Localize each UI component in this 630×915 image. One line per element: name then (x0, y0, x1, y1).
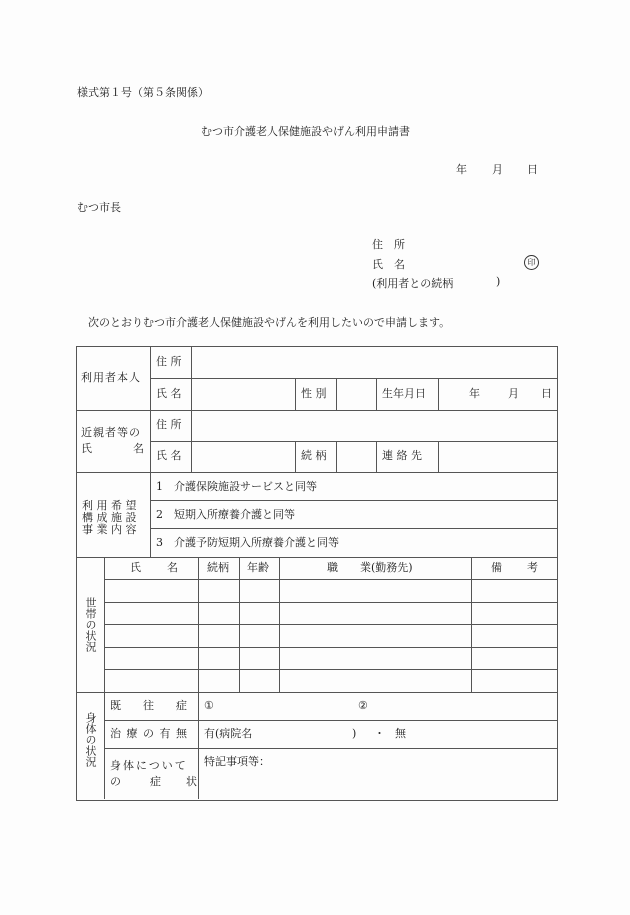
relative-name-label: 氏 名 (156, 449, 182, 462)
divider (104, 624, 557, 625)
services-label-line3: 事 業 内 容 (82, 523, 137, 536)
birth-day-label: 日 (541, 387, 552, 400)
divider (104, 602, 557, 603)
user-gender-label: 性 別 (301, 387, 327, 400)
applicant-address-label: 住 所 (372, 238, 405, 251)
household-header-name-a: 氏 (130, 561, 141, 574)
divider (104, 720, 557, 721)
divider (471, 557, 472, 692)
household-header-age: 年齢 (247, 561, 269, 574)
form-number: 様式第１号（第５条関係） (77, 86, 209, 99)
document-title: むつ市介護老人保健施設やげん利用申請書 (201, 125, 410, 138)
household-header-remarks-a: 備 (491, 561, 502, 574)
divider (279, 557, 280, 692)
user-gender-input[interactable] (337, 379, 376, 410)
divider (150, 346, 151, 557)
divider (150, 500, 557, 501)
divider (376, 378, 377, 410)
history-item-2[interactable]: ② (358, 699, 368, 712)
date-day-label: 日 (527, 163, 538, 176)
treatment-close-paren: ) (352, 727, 357, 740)
relative-label-line1: 近親者等の (81, 426, 141, 439)
divider (104, 669, 557, 670)
household-header-relation: 続柄 (207, 561, 229, 574)
divider (76, 472, 557, 473)
user-address-input[interactable] (192, 347, 556, 378)
divider (150, 528, 557, 529)
seal-icon: 印 (524, 255, 539, 270)
applicant-name-label: 氏 名 (372, 258, 405, 271)
birth-month-label: 月 (508, 387, 519, 400)
services-label-line2: 構 成 施 設 (82, 511, 137, 524)
household-header-occupation: 職 業(勤務先) (327, 561, 413, 574)
divider (76, 557, 557, 558)
household-section-label: 世帯の状況 (84, 597, 97, 652)
user-birthdate-label: 生年月日 (382, 387, 426, 400)
user-section-label: 利用者本人 (81, 371, 141, 384)
household-header-name-b: 名 (167, 561, 178, 574)
symptoms-label-line2c: 状 (186, 775, 197, 788)
relative-relation-input[interactable] (337, 442, 376, 472)
date-month-label: 月 (492, 163, 503, 176)
service-option-3[interactable]: 3 介護予防短期入所療養介護と同等 (156, 536, 339, 549)
relative-address-input[interactable] (192, 411, 556, 441)
service-option-1[interactable]: 1 介護保険施設サービスと同等 (156, 480, 317, 493)
user-name-input[interactable] (192, 379, 295, 410)
divider (295, 441, 296, 472)
divider (104, 647, 557, 648)
history-item-1[interactable]: ① (204, 699, 214, 712)
relative-contact-label: 連 絡 先 (382, 449, 422, 462)
special-notes-label: 特記事項等： (204, 755, 270, 768)
treatment-yes-option[interactable]: 有(病院名 (204, 727, 253, 740)
divider (376, 441, 377, 472)
divider (295, 378, 296, 410)
symptoms-label-line2b: 症 (150, 775, 161, 788)
divider (438, 378, 439, 410)
user-address-label: 住 所 (156, 355, 182, 368)
divider (239, 557, 240, 692)
household-header-remarks-b: 考 (527, 561, 538, 574)
symptoms-label-line2a: の (110, 775, 121, 788)
relative-label-line2b: 名 (133, 442, 144, 455)
relative-contact-input[interactable] (439, 442, 556, 472)
services-label-line1: 利 用 希 望 (82, 499, 137, 512)
service-option-2[interactable]: 2 短期入所療養介護と同等 (156, 508, 295, 521)
date-year-label: 年 (456, 163, 467, 176)
divider (76, 692, 557, 693)
divider (104, 579, 557, 580)
treatment-no-option[interactable]: 無 (395, 727, 406, 740)
user-name-label: 氏 名 (156, 387, 182, 400)
relative-label-line2a: 氏 (81, 442, 92, 455)
divider (104, 557, 105, 799)
relative-relation-label: 続 柄 (301, 449, 327, 462)
treatment-separator: ・ (374, 727, 385, 740)
treatment-label: 治 療 の 有 無 (110, 727, 188, 740)
divider (198, 557, 199, 799)
applicant-relation-close: ) (496, 275, 501, 288)
divider (104, 748, 557, 749)
symptoms-label-line1: 身体について (110, 759, 188, 772)
application-statement: 次のとおりむつ市介護老人保健施設やげんを利用したいので申請します。 (88, 316, 451, 329)
physical-section-label: 身体の状況 (84, 712, 97, 767)
relative-name-input[interactable] (192, 442, 295, 472)
birth-year-label: 年 (469, 387, 480, 400)
history-label: 既 往 症 (110, 699, 187, 712)
relative-address-label: 住 所 (156, 418, 182, 431)
applicant-relation-label: (利用者との続柄 (372, 277, 454, 290)
addressee: むつ市長 (77, 201, 121, 214)
